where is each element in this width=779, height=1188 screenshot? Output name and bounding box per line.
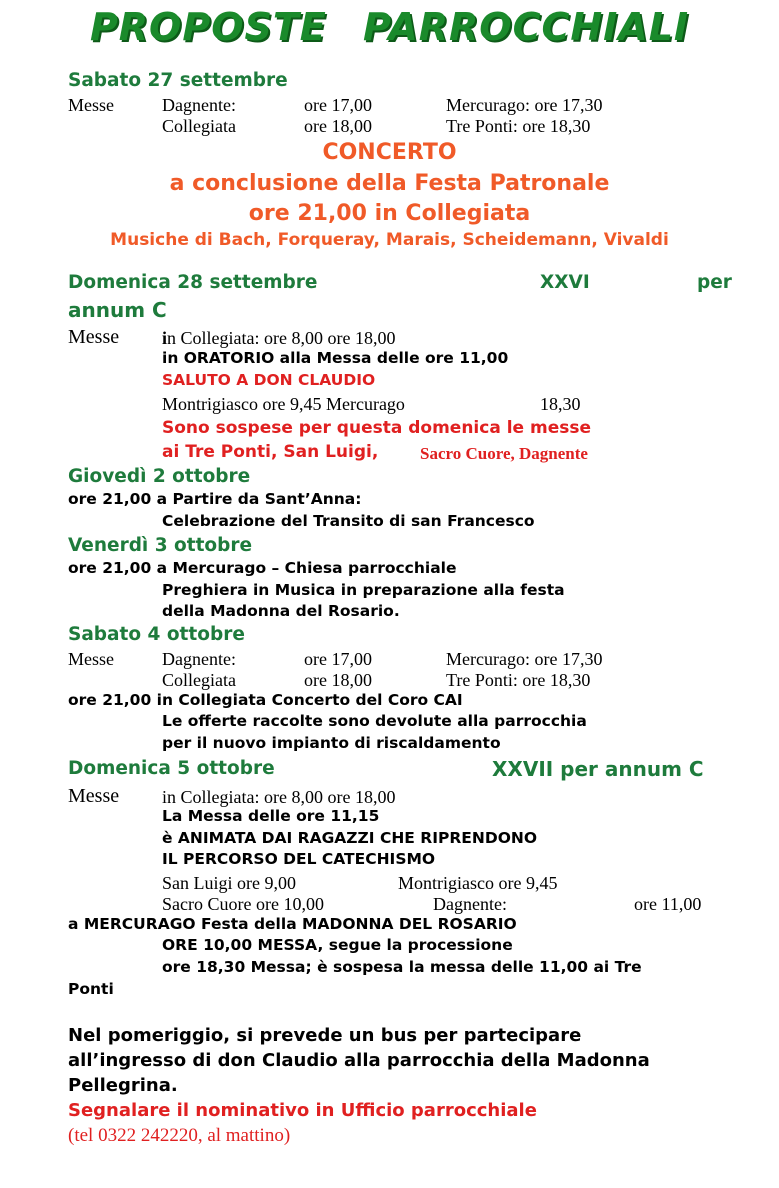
heading-domenica-28: Domenica 28 settembre	[68, 272, 318, 293]
sospese-places-serif: Sacro Cuore, Dagnente	[420, 444, 588, 463]
messe-label: Messe	[68, 95, 114, 115]
heading-giovedi-2: Giovedì 2 ottobre	[68, 466, 251, 487]
liturgical-annum: annum C	[68, 298, 167, 322]
heading-sabato-4: Sabato 4 ottobre	[68, 624, 245, 645]
schedule-place: Dagnente:	[162, 649, 236, 669]
messe-label: Messe	[68, 649, 114, 669]
sospese-line: Sono sospese per questa domenica le messe	[162, 418, 592, 438]
schedule-place: Collegiata	[162, 670, 236, 690]
event-line: Le offerte raccolte sono devolute alla parrocchia	[162, 712, 587, 730]
event-line: per il nuovo impianto di riscaldamento	[162, 734, 501, 752]
mass-collegiata	[162, 329, 395, 347]
mass-collegiata-initial: i	[162, 328, 168, 348]
event-line: La Messa delle ore 11,15	[162, 807, 380, 825]
schedule-place-time: Mercurago: ore 17,30	[446, 649, 603, 669]
event-line: a MERCURAGO Festa della MADONNA DEL ROSARIO	[68, 915, 517, 933]
event-line: ore 21,00 a Partire da Sant’Anna:	[68, 490, 362, 508]
event-line: IL PERCORSO DEL CATECHISMO	[162, 850, 436, 868]
messe-label: Messe	[68, 326, 120, 348]
mass-collegiata: in Collegiata: ore 8,00 ore 18,00	[162, 787, 396, 807]
schedule-time: ore 17,00	[304, 95, 372, 115]
schedule-place-time: Tre Ponti: ore 18,30	[446, 116, 591, 136]
footer-line: Nel pomeriggio, si prevede un bus per partecipare	[68, 1025, 582, 1046]
schedule-place-time: Mercurago: ore 17,30	[446, 95, 603, 115]
concerto-program: Musiche di Bach, Forqueray, Marais, Scheidemann, Vivaldi	[110, 230, 669, 250]
heading-sabato-27: Sabato 27 settembre	[68, 70, 288, 91]
mass-san-luigi: San Luigi ore 9,00	[162, 873, 296, 893]
page-title: PROPOSTE PARROCCHIALI	[89, 5, 690, 49]
montrigiasco-line: Montrigiasco ore 9,45 Mercurago	[162, 394, 405, 414]
footer-line: Pellegrina.	[68, 1075, 178, 1096]
liturgical-week: XXVII per annum C	[492, 757, 704, 781]
schedule-time: ore 17,00	[304, 649, 372, 669]
mass-collegiata-text: n Collegiata: ore 8,00 ore 18,00	[167, 328, 396, 348]
footer-signup: Segnalare il nominativo in Ufficio parrocchiale	[68, 1100, 537, 1121]
liturgical-week: XXVI	[540, 272, 590, 293]
event-line: è ANIMATA DAI RAGAZZI CHE RIPRENDONO	[162, 829, 538, 847]
concerto-time: ore 21,00 in Collegiata	[248, 201, 531, 226]
oratorio-line: in ORATORIO alla Messa delle ore 11,00	[162, 349, 509, 367]
event-line: della Madonna del Rosario.	[162, 602, 400, 620]
schedule-place: Dagnente:	[162, 95, 236, 115]
mass-sacro-cuore: Sacro Cuore ore 10,00	[162, 894, 324, 914]
mass-montrigiasco: Montrigiasco ore 9,45	[398, 873, 558, 893]
schedule-time: ore 18,00	[304, 670, 372, 690]
mass-dagnente-time: ore 11,00	[634, 894, 702, 914]
saluto-line: SALUTO A DON CLAUDIO	[162, 371, 376, 389]
messe-label: Messe	[68, 785, 120, 807]
mass-dagnente: Dagnente:	[433, 894, 507, 914]
liturgical-week-per: per	[697, 272, 732, 293]
event-line: ore 21,00 in Collegiata Concerto del Coro CAI	[68, 691, 463, 709]
event-line: ore 21,00 a Mercurago – Chiesa parrocchiale	[68, 559, 457, 577]
event-line: Preghiera in Musica in preparazione alla festa	[162, 581, 565, 599]
footer-line: all’ingresso di don Claudio alla parrocchia della Madonna	[68, 1050, 650, 1071]
mercurago-time: 18,30	[540, 394, 581, 414]
event-line: ore 18,30 Messa; è sospesa la messa delle 11,00 ai Tre	[162, 958, 642, 976]
event-line: ORE 10,00 MESSA, segue la processione	[162, 936, 513, 954]
schedule-place-time: Tre Ponti: ore 18,30	[446, 670, 591, 690]
schedule-place: Collegiata	[162, 116, 236, 136]
event-line: Celebrazione del Transito di san Francesco	[162, 512, 535, 530]
sospese-places: ai Tre Ponti, San Luigi,	[162, 442, 379, 462]
heading-venerdi-3: Venerdì 3 ottobre	[68, 535, 253, 556]
event-line: Ponti	[68, 980, 114, 998]
heading-domenica-5: Domenica 5 ottobre	[68, 758, 275, 779]
footer-phone: (tel 0322 242220, al mattino)	[68, 1125, 291, 1146]
concerto-title: CONCERTO	[322, 140, 457, 165]
schedule-time: ore 18,00	[304, 116, 372, 136]
concerto-subtitle: a conclusione della Festa Patronale	[169, 171, 610, 196]
